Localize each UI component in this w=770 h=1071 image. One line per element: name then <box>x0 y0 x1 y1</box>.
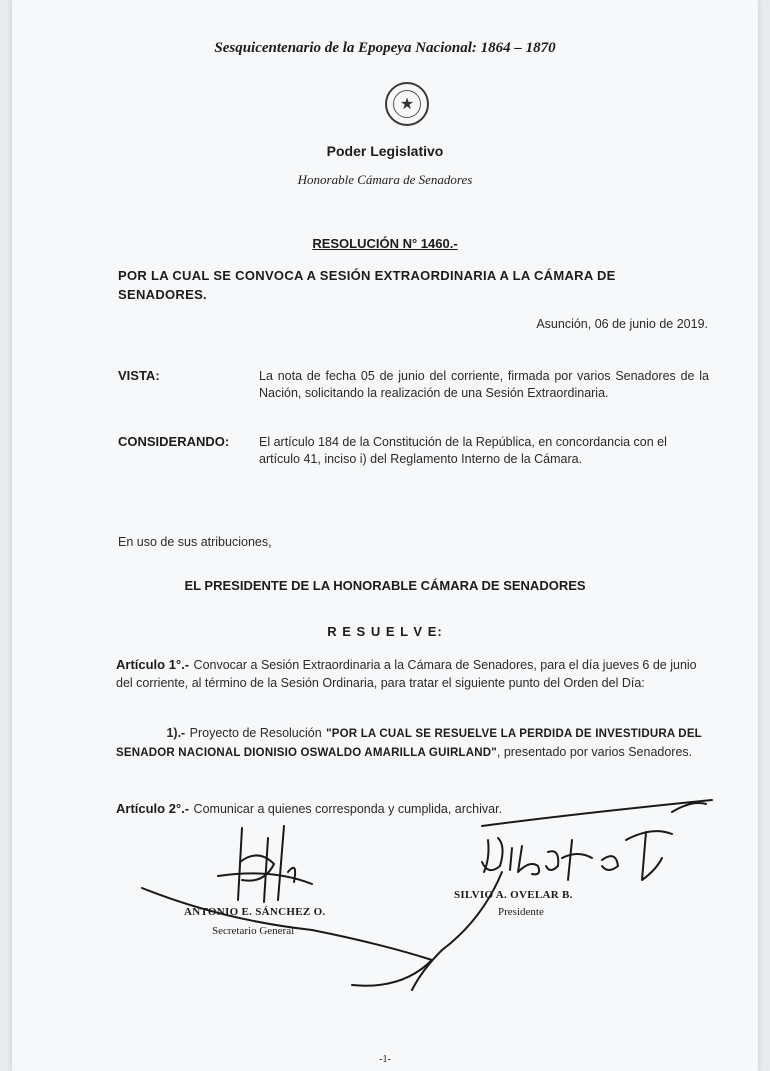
article-1-label: Artículo 1°.- <box>116 657 190 672</box>
institution-title: Poder Legislativo <box>326 143 444 159</box>
left-signatory-name: ANTONIO E. SÁNCHEZ O. <box>184 906 326 918</box>
vista-label: VISTA: <box>118 368 160 383</box>
vista-text: La nota de fecha 05 de junio del corriente, firmada por varios Senadores de la Nación, solicitando la realización de una Sesión Extraordinaria. <box>259 369 709 400</box>
resolution-title: POR LA CUAL SE CONVOCA A SESIÓN EXTRAORDINARIA A LA CÁMARA DE SENADORES. <box>118 268 616 302</box>
article-2-text: Comunicar a quienes corresponda y cumplida, archivar. <box>193 802 503 816</box>
considerando-text: El artículo 184 de la Constitución de la República, en concordancia con el artículo 41, inciso i) del Reglamento Interno de la Cámara. <box>259 435 667 466</box>
document-page <box>12 0 758 1071</box>
considerando-label: CONSIDERANDO: <box>118 434 230 449</box>
page-number: -1- <box>379 1054 391 1065</box>
place-date: Asunción, 06 de junio de 2019. <box>536 317 708 331</box>
article-2-label: Artículo 2°.- <box>116 801 190 816</box>
right-signatory-role: Presidente <box>498 906 544 918</box>
article-1-text: Convocar a Sesión Extraordinaria a la Cámara de Senadores, para el día jueves 6 de junio del corriente, al término de la Sesión Ordinaria, para tratar el siguiente punto del Orden del Día: <box>116 658 697 690</box>
item-1-suffix: , presentado por varios Senadores. <box>496 745 693 759</box>
handwritten-signatures <box>12 0 758 1071</box>
attributions-text: En uso de sus atribuciones, <box>118 535 272 549</box>
resuelve-heading: R E S U E L V E: <box>327 624 443 639</box>
item-1-label: 1).- <box>166 726 186 740</box>
president-heading: EL PRESIDENTE DE LA HONORABLE CÁMARA DE SENADORES <box>184 578 586 593</box>
item-1-title: "POR LA CUAL SE RESUELVE LA PERDIDA DE INVESTIDURA DEL SENADOR NACIONAL DIONISIO OSWALDO AMARILLA GUIRLAND" <box>116 728 702 759</box>
item-1-prefix: Proyecto de Resolución <box>189 726 322 740</box>
left-signatory-role: Secretario General <box>212 925 295 937</box>
right-signatory-name: SILVIO A. OVELAR B. <box>454 889 573 901</box>
resolution-number: RESOLUCIÓN N° 1460.- <box>312 236 458 251</box>
chamber-subtitle: Honorable Cámara de Senadores <box>297 172 473 187</box>
motto-header: Sesquicentenario de la Epopeya Nacional: 1864 – 1870 <box>214 40 556 56</box>
